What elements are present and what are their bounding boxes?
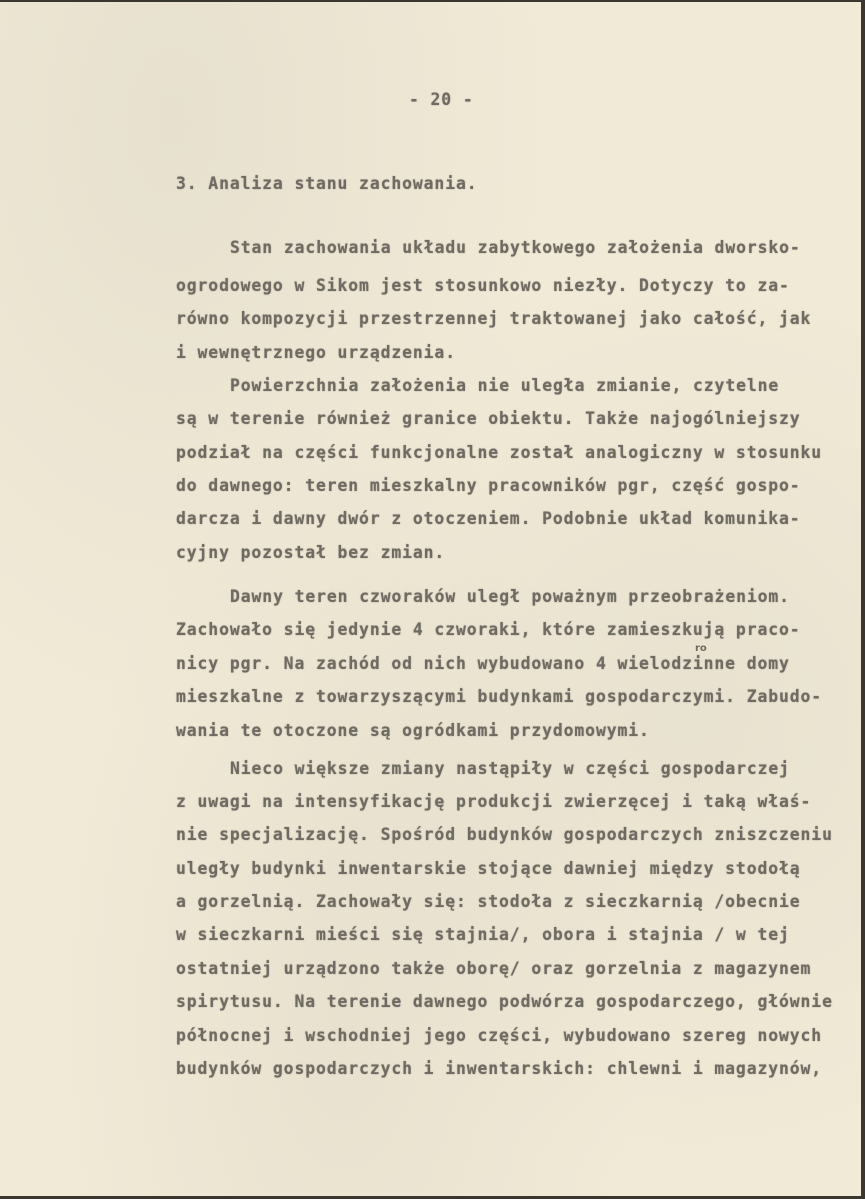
text-line: Zachowało się jedynie 4 czworaki, które zamieszkują praco-: [176, 620, 801, 639]
handwritten-correction: ro: [695, 643, 707, 654]
text-line: nicy pgr. Na zachód od nich wybudowano 4 wielodzinne domy: [176, 654, 790, 673]
text-line: północnej i wschodniej jego części, wybudowano szereg nowych: [176, 1026, 823, 1045]
text-line: darcza i dawny dwór z otoczeniem. Podobnie układ komunika-: [176, 509, 801, 528]
text-line: mieszkalne z towarzyszącymi budynkami gospodarczymi. Zabudo-: [176, 687, 823, 706]
text-line: równo kompozycji przestrzennej traktowanej jako całość, jak: [176, 309, 812, 328]
text-line: z uwagi na intensyfikację produkcji zwierzęcej i taką właś-: [176, 792, 812, 811]
text-line: Powierzchnia założenia nie uległa zmianie, czytelne: [230, 376, 780, 395]
text-line: budynków gospodarczych i inwentarskich: chlewni i magazynów,: [176, 1059, 823, 1078]
text-line: uległy budynki inwentarskie stojące dawniej między stodołą: [176, 859, 801, 878]
page-number: - 20 -: [409, 90, 474, 109]
section-heading: 3. Analiza stanu zachowania.: [176, 174, 478, 193]
text-line: Stan zachowania układu zabytkowego założenia dworsko-: [230, 238, 801, 257]
text-line: Nieco większe zmiany nastąpiły w części gospodarczej: [230, 759, 790, 778]
document-page: [0, 2, 861, 1196]
text-line: podział na części funkcjonalne został analogiczny w stosunku: [176, 443, 823, 462]
text-line: i wewnętrznego urządzenia.: [176, 343, 456, 362]
text-line: spirytusu. Na terenie dawnego podwórza gospodarczego, głównie: [176, 992, 833, 1011]
text-line: ogrodowego w Sikom jest stosunkowo niezły. Dotyczy to za-: [176, 276, 790, 295]
text-line: a gorzelnią. Zachowały się: stodoła z sieczkarnią /obecnie: [176, 892, 801, 911]
text-line: nie specjalizację. Spośród budynków gospodarczych zniszczeniu: [176, 825, 833, 844]
text-line: cyjny pozostał bez zmian.: [176, 543, 446, 562]
text-line: do dawnego: teren mieszkalny pracowników pgr, część gospo-: [176, 476, 801, 495]
text-line: Dawny teren czworaków uległ poważnym przeobrażeniom.: [230, 587, 790, 606]
text-line: ostatniej urządzono także oborę/ oraz gorzelnia z magazynem: [176, 959, 812, 978]
text-line: w sieczkarni mieści się stajnia/, obora i stajnia / w tej: [176, 925, 790, 944]
text-line: są w terenie również granice obiektu. Także najogólniejszy: [176, 409, 801, 428]
text-line: wania te otoczone są ogródkami przydomowymi.: [176, 721, 650, 740]
